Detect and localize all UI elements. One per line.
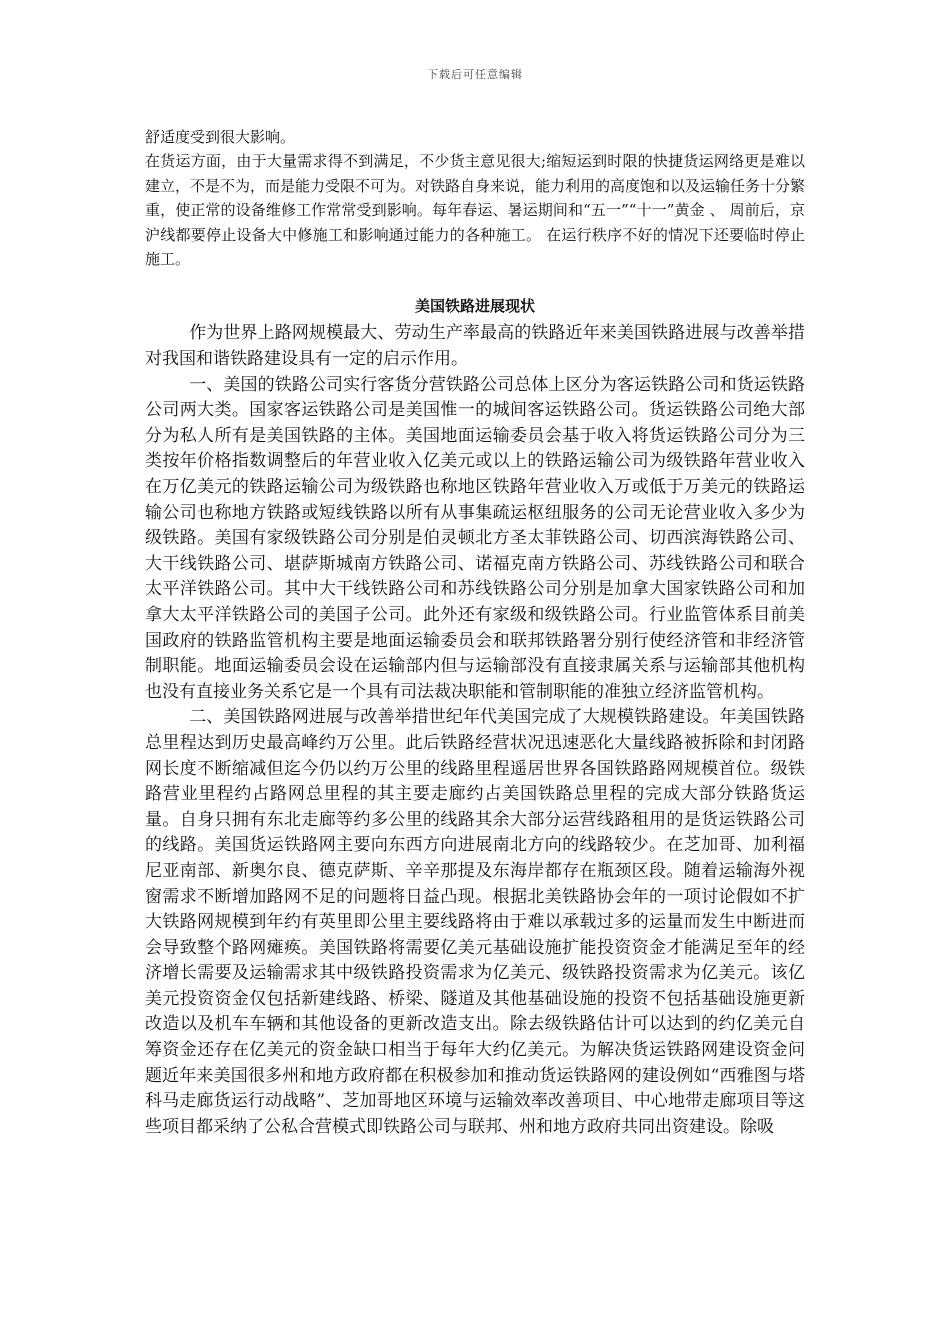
body-paragraph: 作为世界上路网规模最大、劳动生产率最高的铁路近年来美国铁路进展与改善举措对我国和谐铁路建设具有一定的启示作用。: [145, 323, 805, 370]
body-paragraph: 一、美国的铁路公司实行客货分营铁路公司总体上区分为客运铁路公司和货运铁路公司两大类。国家客运铁路公司是美国惟一的城间客运铁路公司。货运铁路公司绝大部分为私人所有是美国铁路的主体。美国地面运输委员会基于收入将货运铁路公司分为三类按年价格指数调整后的年营业收入亿美元或以上的铁路运输公司为级铁路年营业收入在万亿美元的铁路运输公司为级铁路也称地区铁路年营业收入万或低于万美元的铁路运输公司也称地方铁路或短线铁路以所有从事集疏运枢纽服务的公司无论营业收入多少为级铁路。美国有家级铁路公司分别是伯灵顿北方圣太菲铁路公司、切西滨海铁路公司、大干线铁路公司、堪萨斯城南方铁路公司、诺福克南方铁路公司、苏线铁路公司和联合太平洋铁路公司。其中大干线铁路公司和苏线铁路公司分别是加拿大国家铁路公司和加拿大太平洋铁路公司的美国子公司。此外还有家级和级铁路公司。行业监管体系目前美国政府的铁路监管机构主要是地面运输委员会和联邦铁路署分别行使经济管和非经济管制职能。地面运输委员会设在运输部内但与运输部没有直接隶属关系与运输部其他机构也没有直接业务关系它是一个具有司法裁决职能和管制职能的准独立经济监管机构。: [145, 374, 805, 702]
intro-section: [145, 125, 805, 271]
intro-paragraph: 舒适度受到很大影响。: [145, 128, 296, 146]
body-paragraph: 二、美国铁路网进展与改善举措世纪年代美国完成了大规模铁路建设。年美国铁路总里程达到历史最高峰约万公里。此后铁路经营状况迅速恶化大量线路被拆除和封闭路网长度不断缩减但迄今仍以约万公里的线路里程遥居世界各国铁路路网规模首位。级铁路营业里程约占路网总里程的其主要走廊约占美国铁路总里程的完成大部分铁路货运量。自身只拥有东北走廊等约多公里的线路其余大部分运营线路租用的是货运铁路公司的线路。美国货运铁路网主要向东西方向进展南北方向的线路较少。在芝加哥、加利福尼亚南部、新奥尔良、德克萨斯、辛辛那提及东海岸都存在瓶颈区段。随着运输海外视窗需求不断增加路网不足的问题将日益凸现。根据北美铁路协会年的一项讨论假如不扩大铁路网规模到年约有英里即公里主要线路将由于难以承载过多的运量而发生中断进而会导致整个路网瘫痪。美国铁路将需要亿美元基础设施扩能投资资金才能满足至年的经济增长需要及运输需求其中级铁路投资需求为亿美元、级铁路投资需求为亿美元。该亿美元投资资金仅包括新建线路、桥梁、隧道及其他基础设施的投资不包括基础设施更新改造以及机车车辆和其他设备的更新改造支出。除去级铁路估计可以达到的约亿美元自筹资金还存在亿美元的资金缺口相当于每年大约亿美元。为解决货运铁路网建设资金问题近年来美国很多州和地方政府都在积极参加和推动货运铁路网的建设例如“西雅图与塔科马走廊货运行动战略”、芝加哥地区环境与运输效率改善项目、中心地带走廊项目等这些项目都采纳了公私合营模式即铁路公司与联邦、州和地方政府共同出资建设。除吸: [145, 707, 805, 1137]
page-header: 下载后可任意编辑: [427, 68, 523, 81]
section-title: 美国铁路进展现状: [414, 297, 535, 316]
intro-paragraph: 在货运方面，由于大量需求得不到满足，不少货主意见很大;缩短运到时限的快捷货运网络更是难以建立，不是不为，而是能力受限不可为。对铁路自身来说，能力利用的高度饱和以及运输任务十分繁重，使正常的设备维修工作常常受到影响。每年春运、暑运期间和“五一”“十一”黄金 、 周前后，京沪线都要停止设备大中修施工和影响通过能力的各种施工。 在运行秩序不好的情况下还要临时停止施工。: [145, 152, 806, 269]
document-body: [145, 125, 805, 1140]
section-body: [145, 321, 805, 1140]
